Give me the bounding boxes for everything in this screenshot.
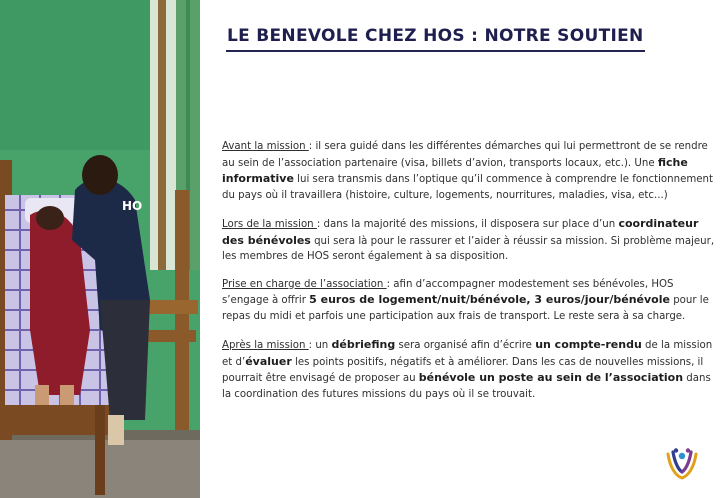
- section-highlight: débriefing: [331, 338, 396, 351]
- section-text: : afin d’accompagner modestement ses bénévoles, HOS s’engage à offrir: [222, 278, 674, 306]
- section-text: : un: [308, 340, 332, 351]
- title-underline: [226, 50, 645, 52]
- section-highlight: évaluer: [245, 354, 292, 368]
- photo-illustration: [0, 0, 200, 498]
- svg-text:HO: HO: [122, 199, 143, 213]
- page-title: LE BENEVOLE CHEZ HOS : NOTRE SOUTIEN: [227, 26, 644, 46]
- section-text: sera organisé afin d’écrire: [395, 340, 536, 351]
- section-text: lui sera transmis dans l’optique qu’il commence à comprendre le fonctionnement du pays où il travaillera (histoire, culture, logements, nourritures, maladies, visa, etc...): [222, 174, 713, 201]
- section-highlight: coordinateur des bénévoles: [222, 217, 699, 247]
- section-text: : dans la majorité des missions, il disposera sur place d’un: [316, 219, 619, 230]
- section-lors-mission: [222, 216, 716, 265]
- section-text: les points positifs, négatifs et à améliorer. Dans les cas de nouvelles missions, il pourrait être envisagé de proposer au: [222, 356, 704, 384]
- section-lead: Lors de la mission: [222, 219, 317, 230]
- section-highlight: fiche informative: [222, 155, 688, 185]
- section-lead: Après la mission: [222, 340, 309, 351]
- section-prise-en-charge: [222, 277, 716, 325]
- hos-logo-icon: [664, 446, 700, 482]
- section-text: pour le repas du midi et parfois une participation aux frais de transport. Le reste sera à sa charge.: [222, 295, 709, 322]
- section-lead: Prise en charge de l’association: [222, 278, 387, 290]
- section-text: : il sera guidé dans les différentes démarches qui lui permettront de se rendre au sein de l’association partenaire (visa, billets d’avion, transports locaux, etc.). Une: [222, 141, 708, 169]
- section-apres-mission: [222, 337, 716, 402]
- volunteer-photo: [0, 0, 200, 498]
- section-text: de la mission et d’: [222, 340, 713, 368]
- section-highlight: un compte-rendu: [535, 338, 642, 351]
- content-body: [222, 139, 716, 415]
- section-text: qui sera là pour le rassurer et l’aider à réussir sa mission. Si problème majeur, les membres de HOS seront également à sa disposition.: [222, 235, 715, 262]
- section-lead: Avant la mission: [222, 141, 309, 152]
- section-highlight: bénévole un poste au sein de l’association: [418, 371, 684, 384]
- section-text: dans la coordination des futures missions du pays où il se trouvait.: [222, 373, 711, 400]
- section-avant-mission: [222, 139, 716, 203]
- section-highlight: 5 euros de logement/nuit/bénévole, 3 euros/jour/bénévole: [309, 293, 670, 306]
- hos-logo-graphic: [664, 446, 700, 482]
